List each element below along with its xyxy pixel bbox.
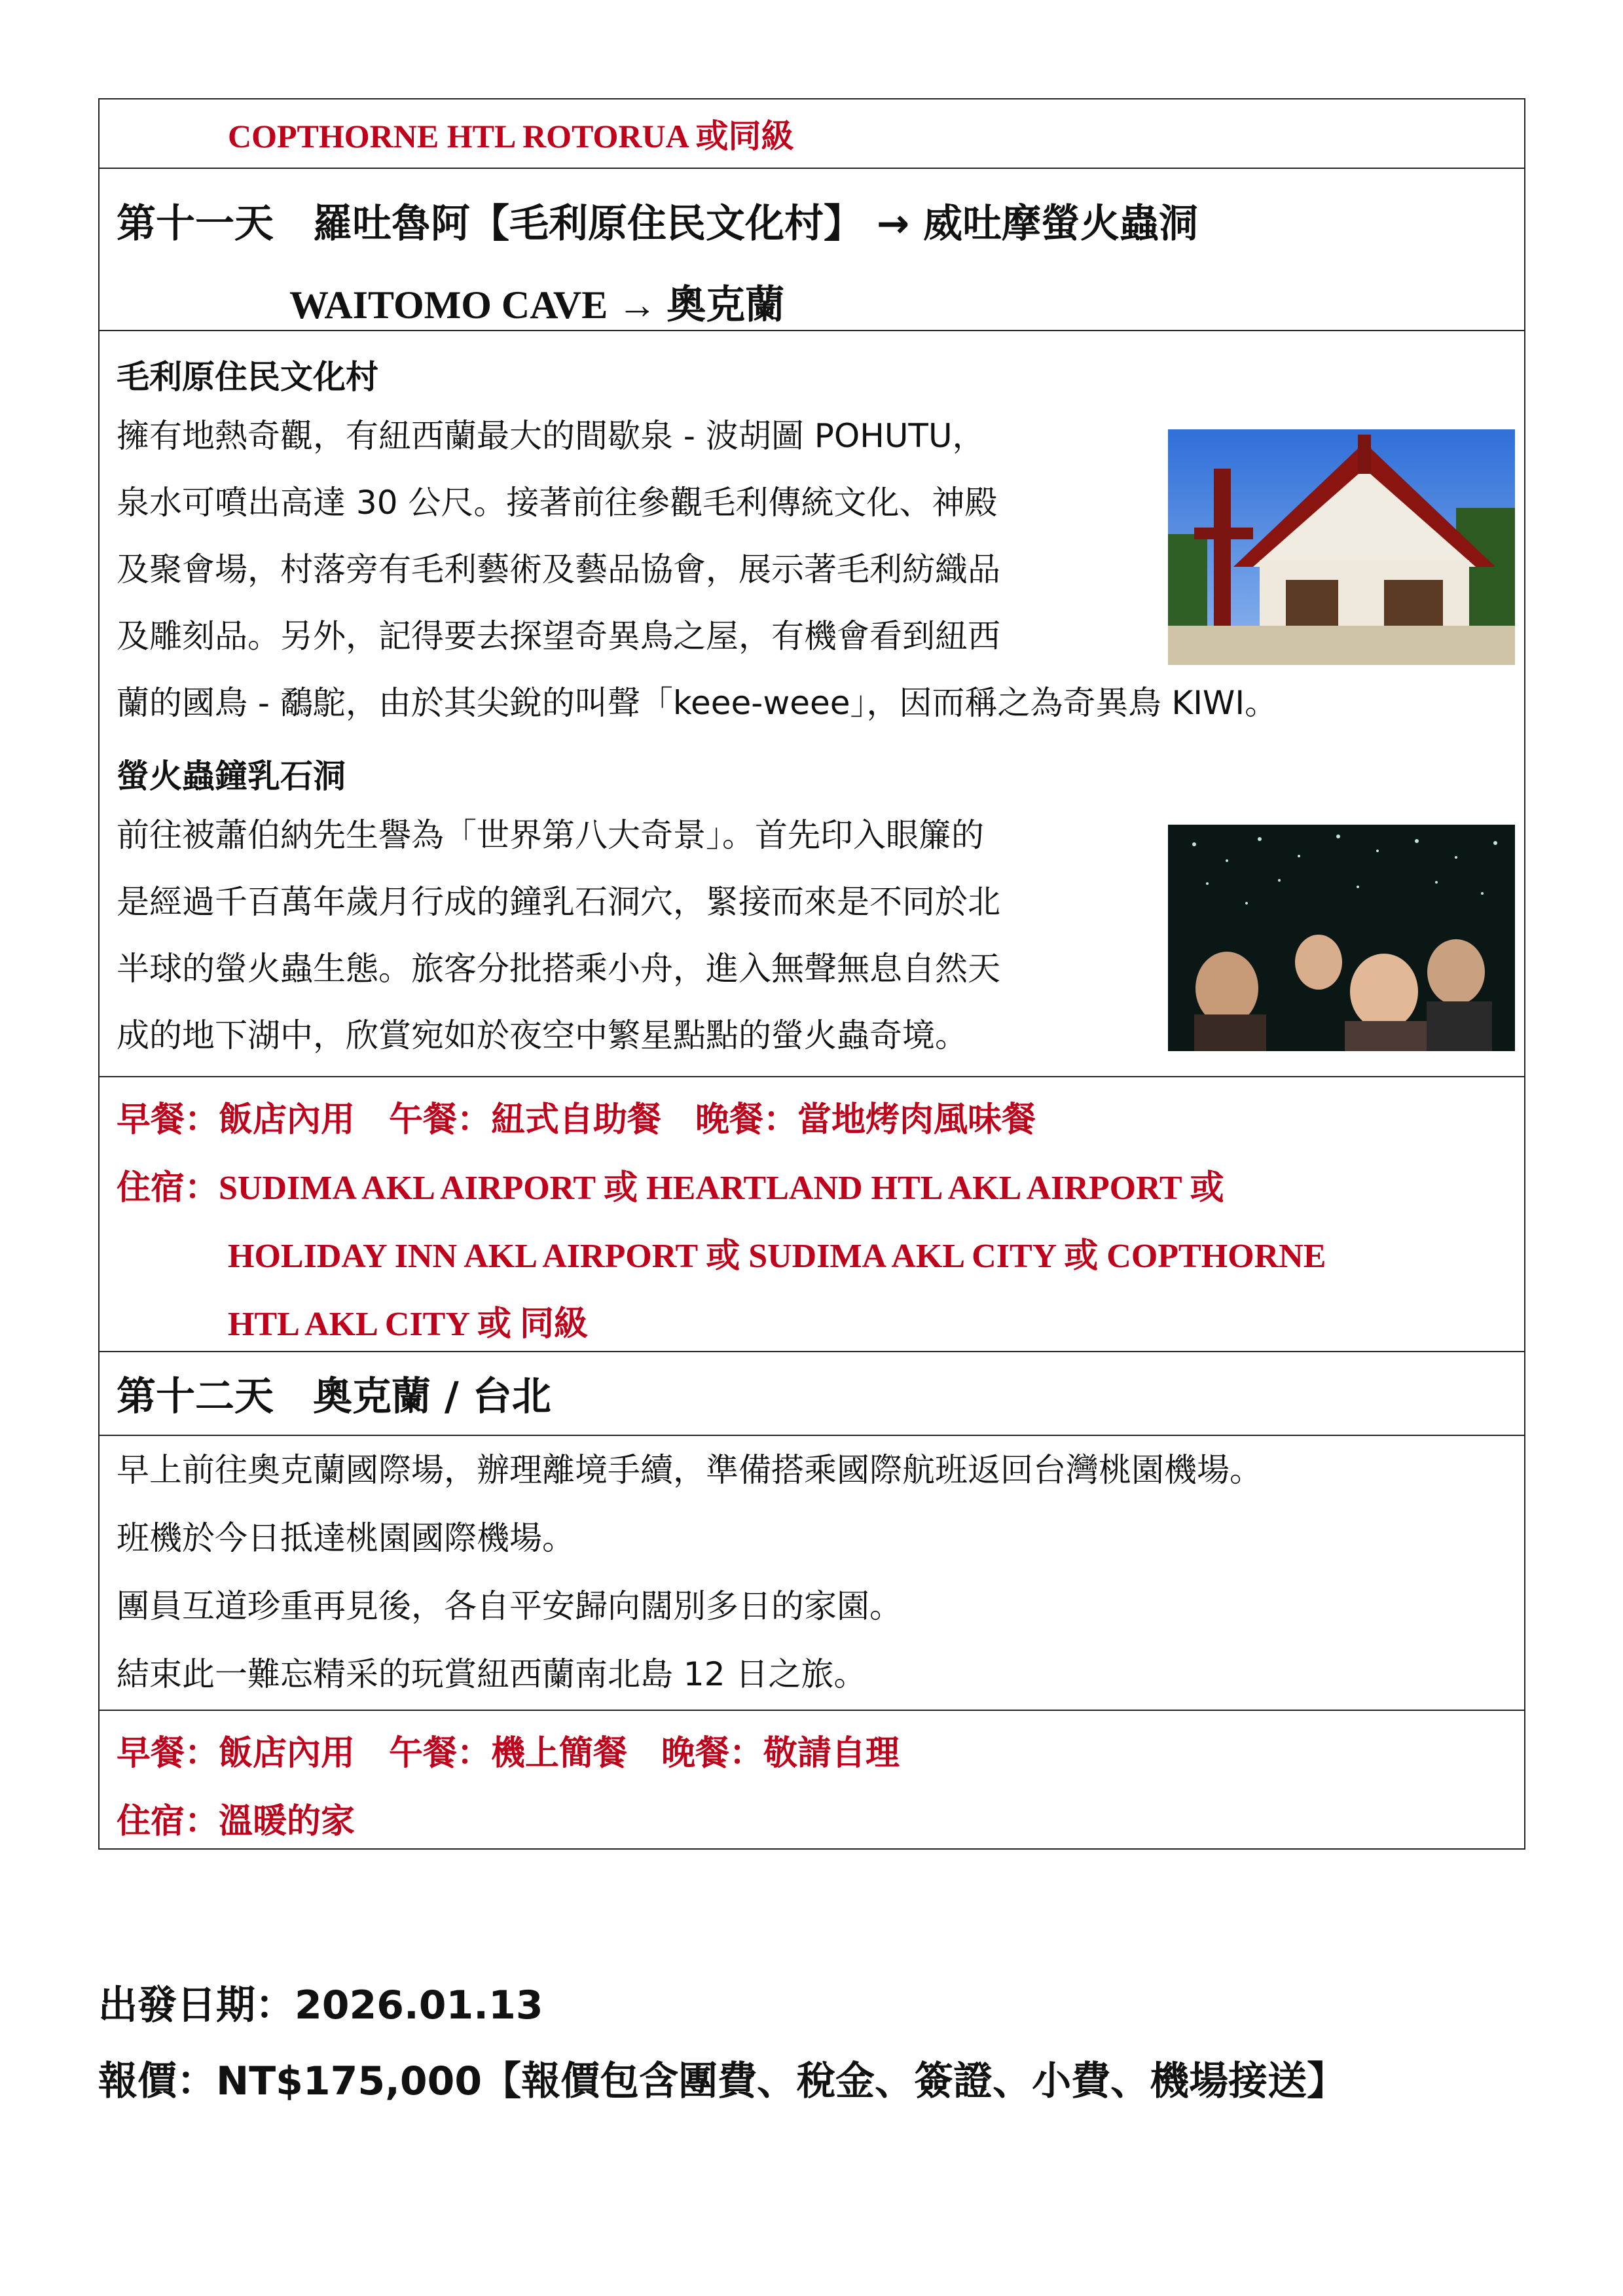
day11-description: [100, 331, 1524, 1077]
day12-title: 第十二天 奧克蘭 / 台北: [117, 1374, 551, 1420]
day11-title-line1: 第十一天 羅吐魯阿【毛利原住民文化村】 → 威吐摩螢火蟲洞: [117, 201, 1199, 247]
paragraph-line: 早上前往奧克蘭國際場，辦理離境手續，準備搭乘國際航班返回台灣桃園機場。: [117, 1451, 1262, 1489]
paragraph-line: 及聚會場，村落旁有毛利藝術及藝品協會，展示著毛利紡織品: [117, 550, 1000, 588]
day12-description: [100, 1436, 1524, 1711]
day11-meals: 早餐：飯店內用 午餐：紐式自助餐 晚餐：當地烤肉風味餐: [117, 1100, 1036, 1139]
departure-date: 出發日期：2026.01.13: [98, 1982, 543, 2028]
day11-hotel-line1: 住宿：SUDIMA AKL AIRPORT 或 HEARTLAND HTL AKL AIRPORT 或: [117, 1170, 1224, 1207]
paragraph-line: 班機於今日抵達桃園國際機場。: [117, 1519, 575, 1557]
paragraph-line: 及雕刻品。另外，記得要去探望奇異鳥之屋，有機會看到紐西: [117, 617, 1000, 655]
paragraph-line: 團員互道珍重再見後，各自平安歸向闊別多日的家園。: [117, 1587, 902, 1625]
paragraph-line: 半球的螢火蟲生態。旅客分批搭乘小舟，進入無聲無息自然天: [117, 950, 1000, 988]
paragraph-line: 前往被蕭伯納先生譽為「世界第八大奇景」。首先印入眼簾的: [117, 816, 984, 854]
day12-meals: 早餐：飯店內用 午餐：機上簡餐 晚餐：敬請自理: [117, 1734, 900, 1773]
maori-meeting-house-photo: [1168, 429, 1515, 665]
day12-heading: [100, 1352, 1524, 1436]
day11-meals-hotel: [100, 1077, 1524, 1352]
day12-hotel: 住宿：溫暖的家: [117, 1802, 356, 1841]
paragraph-line: 成的地下湖中，欣賞宛如於夜空中繁星點點的螢火蟲奇境。: [117, 1016, 968, 1054]
paragraph-line: 是經過千百萬年歲月行成的鐘乳石洞穴，緊接而來是不同於北: [117, 883, 1000, 921]
paragraph-line: 擁有地熱奇觀，有紐西蘭最大的間歇泉 - 波胡圖 POHUTU，: [117, 417, 985, 455]
day11-hotel-line3: HTL AKL CITY 或 同級: [228, 1306, 588, 1343]
day10-hotel: COPTHORNE HTL ROTORUA 或同級: [228, 118, 794, 154]
section-title-maori-village: 毛利原住民文化村: [117, 358, 378, 396]
glowworm-cave-photo: [1168, 825, 1515, 1051]
paragraph-line: 結束此一難忘精采的玩賞紐西蘭南北島 12 日之旅。: [117, 1655, 867, 1693]
paragraph-line: 蘭的國鳥 - 鷸鴕，由於其尖銳的叫聲「keee-weee」，因而稱之為奇異鳥 KIWI。: [117, 684, 1278, 722]
paragraph-line: 泉水可噴出高達 30 公尺。接著前往參觀毛利傳統文化、神殿: [117, 484, 998, 522]
day10-hotel-row: [100, 99, 1524, 169]
section-title-glowworm-cave: 螢火蟲鐘乳石洞: [117, 757, 346, 795]
day11-hotel-line2: HOLIDAY INN AKL AIRPORT 或 SUDIMA AKL CITY 或 COPTHORNE: [228, 1238, 1326, 1275]
price-quote: 報價：NT$175,000【報價包含團費、稅金、簽證、小費、機場接送】: [98, 2058, 1347, 2104]
day12-meals-hotel: [100, 1711, 1524, 1848]
day11-title-line2: WAITOMO CAVE → 奧克蘭: [289, 283, 785, 327]
itinerary-table: [98, 98, 1525, 1850]
day11-heading: [100, 169, 1524, 331]
